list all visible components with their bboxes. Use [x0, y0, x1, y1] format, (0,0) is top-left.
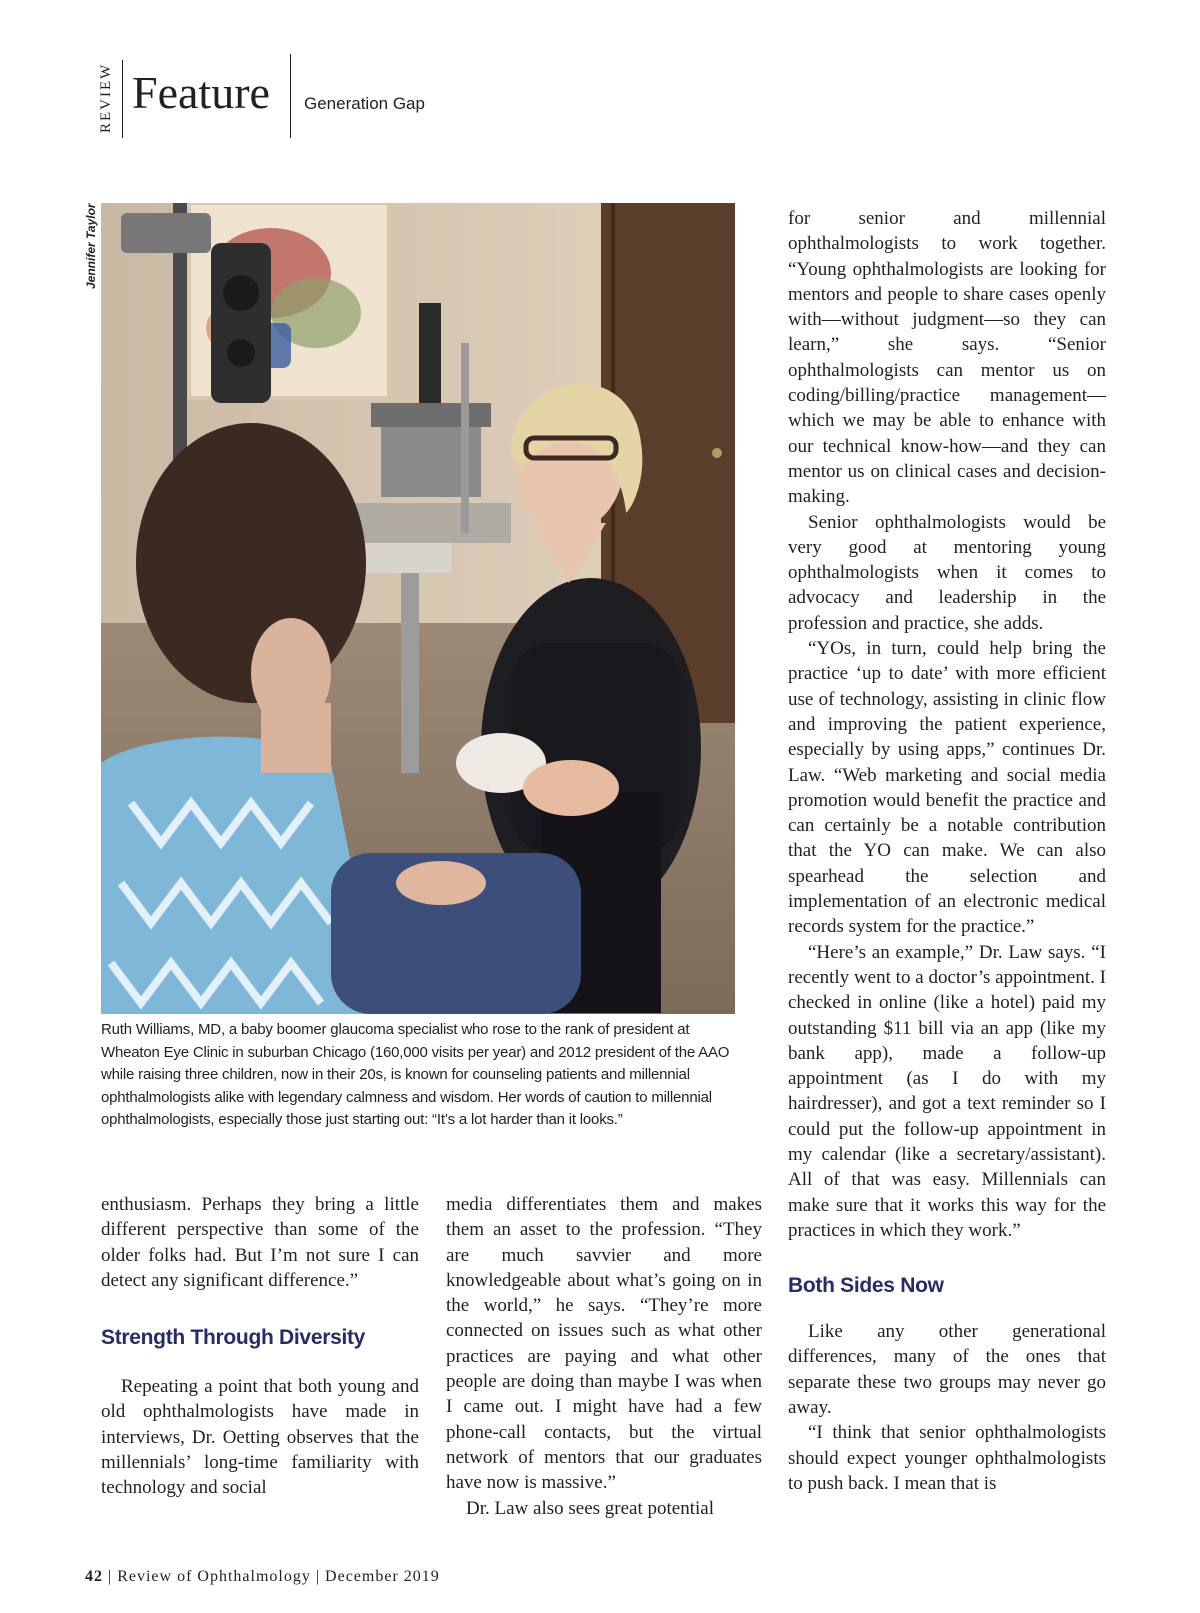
article-column-1 [101, 1192, 419, 1501]
photo-credit: Jennifer Taylor [84, 203, 98, 289]
article-photo [101, 203, 735, 1014]
section-heading: Both Sides Now [788, 1274, 944, 1298]
issue-date: December 2019 [325, 1568, 440, 1585]
photo-caption: Ruth Williams, MD, a baby boomer glaucoma specialist who rose to the rank of president at Wheaton Eye Clinic in suburban Chicago (160,000 visits per year) and 2012 president of the AAO while raising three children, now in their 20s, is known for counseling patients and millennial ophthalmologists alike with legendary calmness and wisdom. Her words of caution to millennial ophthalmologists, especially those just starting out: “It’s a lot harder than it looks.” [101, 1021, 730, 1129]
section-heading: Strength Through Diversity [101, 1326, 366, 1350]
paragraph: “I think that senior ophthalmologists should expect younger ophthalmologists to push back. I mean that is [788, 1422, 1106, 1494]
publication-name: Review of Ophthalmology [117, 1568, 311, 1585]
paragraph: Senior ophthalmologists would be very good at mentoring young ophthalmologists when it comes to advocacy and leadership in the profession and practice, she adds. [788, 511, 1106, 634]
paragraph: enthusiasm. Perhaps they bring a little different perspective than some of the older folks had. But I’m not sure I can detect any significant difference.” [101, 1194, 419, 1291]
footer-separator: | [108, 1568, 118, 1585]
article-column-2 [446, 1192, 762, 1521]
section-label: Generation Gap [304, 94, 425, 113]
page-number: 42 [85, 1568, 103, 1585]
footer-separator: | [315, 1568, 326, 1585]
page-footer [85, 1568, 440, 1586]
feature-label: Feature [132, 67, 270, 118]
paragraph: Dr. Law also sees great potential [466, 1497, 714, 1519]
paragraph: for senior and millennial ophthalmologists to work together. “Young ophthalmologists are looking for mentors and people to share cases openly with—without judgment—so they can learn,” she says. “Senior ophthalmologists can mentor us on coding/billing/practice management—which we may be able to enhance with our technical know-how—and they can mentor us on clinical cases and decision-making. [788, 208, 1106, 508]
paragraph: “YOs, in turn, could help bring the practice ‘up to date’ with more efficient use of technology, assisting in clinic flow and improving the patient experience, especially by using apps,” continues Dr. Law. “Web marketing and social media promotion would benefit the practice and can certainly be a notable contribution that the YO can make. We can also spearhead the selection and implementation of an electronic medical records system for the practice.” [788, 638, 1106, 938]
paragraph: “Here’s an example,” Dr. Law says. “I recently went to a doctor’s appointment. I checked in online (like a hotel) paid my outstanding $11 bill via an app (like my bank app), made a follow-up appointment (as I do with my hairdresser), and got a text reminder so I could put the follow-up appointment in my calendar (like a secretary/assistant). All of that was easy. Millennials can make sure that it works this way for the practices in which they work.” [788, 941, 1106, 1241]
masthead-divider [122, 60, 123, 138]
masthead-divider [290, 54, 291, 138]
photo-illustration [101, 203, 735, 1014]
review-label: REVIEW [98, 62, 114, 134]
article-column-3 [788, 206, 1106, 1496]
paragraph: media differentiates them and makes them an asset to the profession. “They are much savvier and more knowledgeable about what’s going on in the world,” he says. “They’re more connected on issues such as what other practices are paying and what other people are doing than maybe I was when I came out. I might have had a few phone-call contacts, but the virtual network of mentors that our graduates have now is massive.” [446, 1194, 762, 1494]
paragraph: Repeating a point that both young and old ophthalmologists have made in interviews, Dr. Oetting observes that the millennials’ long-time familiarity with technology and social [101, 1376, 419, 1499]
paragraph: Like any other generational differences, many of the ones that separate these two groups may never go away. [788, 1321, 1106, 1419]
